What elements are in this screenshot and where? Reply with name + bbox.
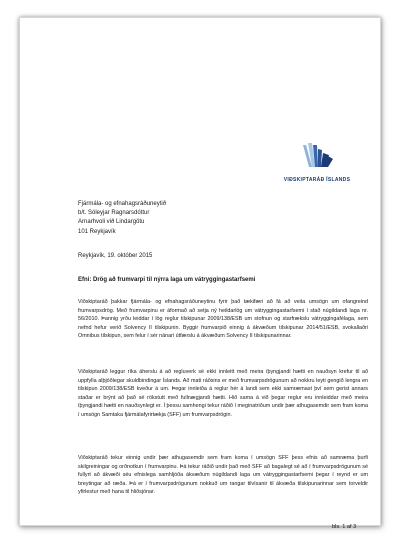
recipient-line: b/t. Sóleyjar Ragnarsdóttur bbox=[78, 210, 150, 217]
letter-subject: Efni: Drög að frumvarpi til nýrra laga um vátryggingastarfsemi bbox=[78, 277, 256, 283]
body-paragraph: Viðskiptaráð þakkar fjármála- og efnahagsráðuneytinu fyrir það tækifæri að fá að veita umsögn um ofangreind frumvarpsdrög. Með frumvarpinu er áformað að setja ný heildarlög um vátryggingastarfsemi í stað núgildandi laga nr. 56/2010. Þannig yrðu leiddar í lög reglur tilskipunar 2009/138/ESB um stofnun og starfrækslu vátryggingafélaga, sem nefnd hefur verið Solvency II tilskipunin. Byggir frumvarpið einnig á ákvæðum tilskipunar 2014/51/ESB, svokallaðri Omnibus tilskipun, sem felur í sér nánari útfærslu á ákvæðum Solvency II tilskipunarinnar. bbox=[78, 299, 368, 340]
body-paragraph: Viðskiptaráð tekur einnig undir þær athugasemdir sem fram koma í umsögn SFF þess efnis að samræma þurfi skilgreiningar og orðnotkun í frumvarpinu. Þá tekur ráðið undir það með SFF að bagalegt sé að í frumvarpsdrögunum sé fullyrt að ákvæði séu efnislega samhljóða ákvæðum núgildandi laga um vátryggingastarfsemi þegar í reynd er um breytingar að ræða. Þá er í frumvarpsdrögunum nokkuð um rangar tilvísanir til ákvæða tilskipunarinnar sem torveldir yfirlestur með hana til hliðsjónar. bbox=[78, 455, 368, 496]
recipient-line: Fjármála- og efnahagsráðuneytið bbox=[78, 201, 167, 207]
page-number: bls. 1 af 3 bbox=[332, 524, 357, 530]
logo-wordmark: VIÐSKIPTARÁÐ ÍSLANDS bbox=[283, 177, 351, 183]
letter-page bbox=[19, 17, 381, 530]
recipient-address bbox=[78, 200, 166, 237]
letter-date: Reykjavík, 19. október 2015 bbox=[78, 253, 153, 259]
recipient-line: Arnarhvoli við Lindargötu bbox=[78, 219, 145, 226]
recipient-line: 101 Reykjavík bbox=[78, 228, 116, 235]
body-paragraph: Viðskiptaráð leggur ríka áherslu á að regluverk sé ekki innleitt með meira íþyngjandi hætti en nauðsyn krefur til að uppfylla alþjóðlegar skuldbindingar Íslands. Að mati ráðsins er með frumvarpsdrögunum að nokkru leyti gengið lengra en tilskipun 2009/138/ESB kveður á um. Þegar innleiða á reglur hér á landi sem ekki samræmast því sem gerist annars staðar er brýnt að það sé rökstutt með fullnægjandi hætti. Hið sama á við þegar reglur eru innleiddar með meira íþyngjandi hætti en nauðsynlegt er. Í þessu samhengi tekur ráðið í meginatriðum undir þær athugasemdir sem fram koma í umsögn Samtaka fjármálafyrirtækja (SFF) um frumvarpsdrögin. bbox=[78, 369, 368, 418]
logo-emblem-icon bbox=[300, 141, 334, 171]
vidskiptarad-logo bbox=[277, 141, 357, 181]
